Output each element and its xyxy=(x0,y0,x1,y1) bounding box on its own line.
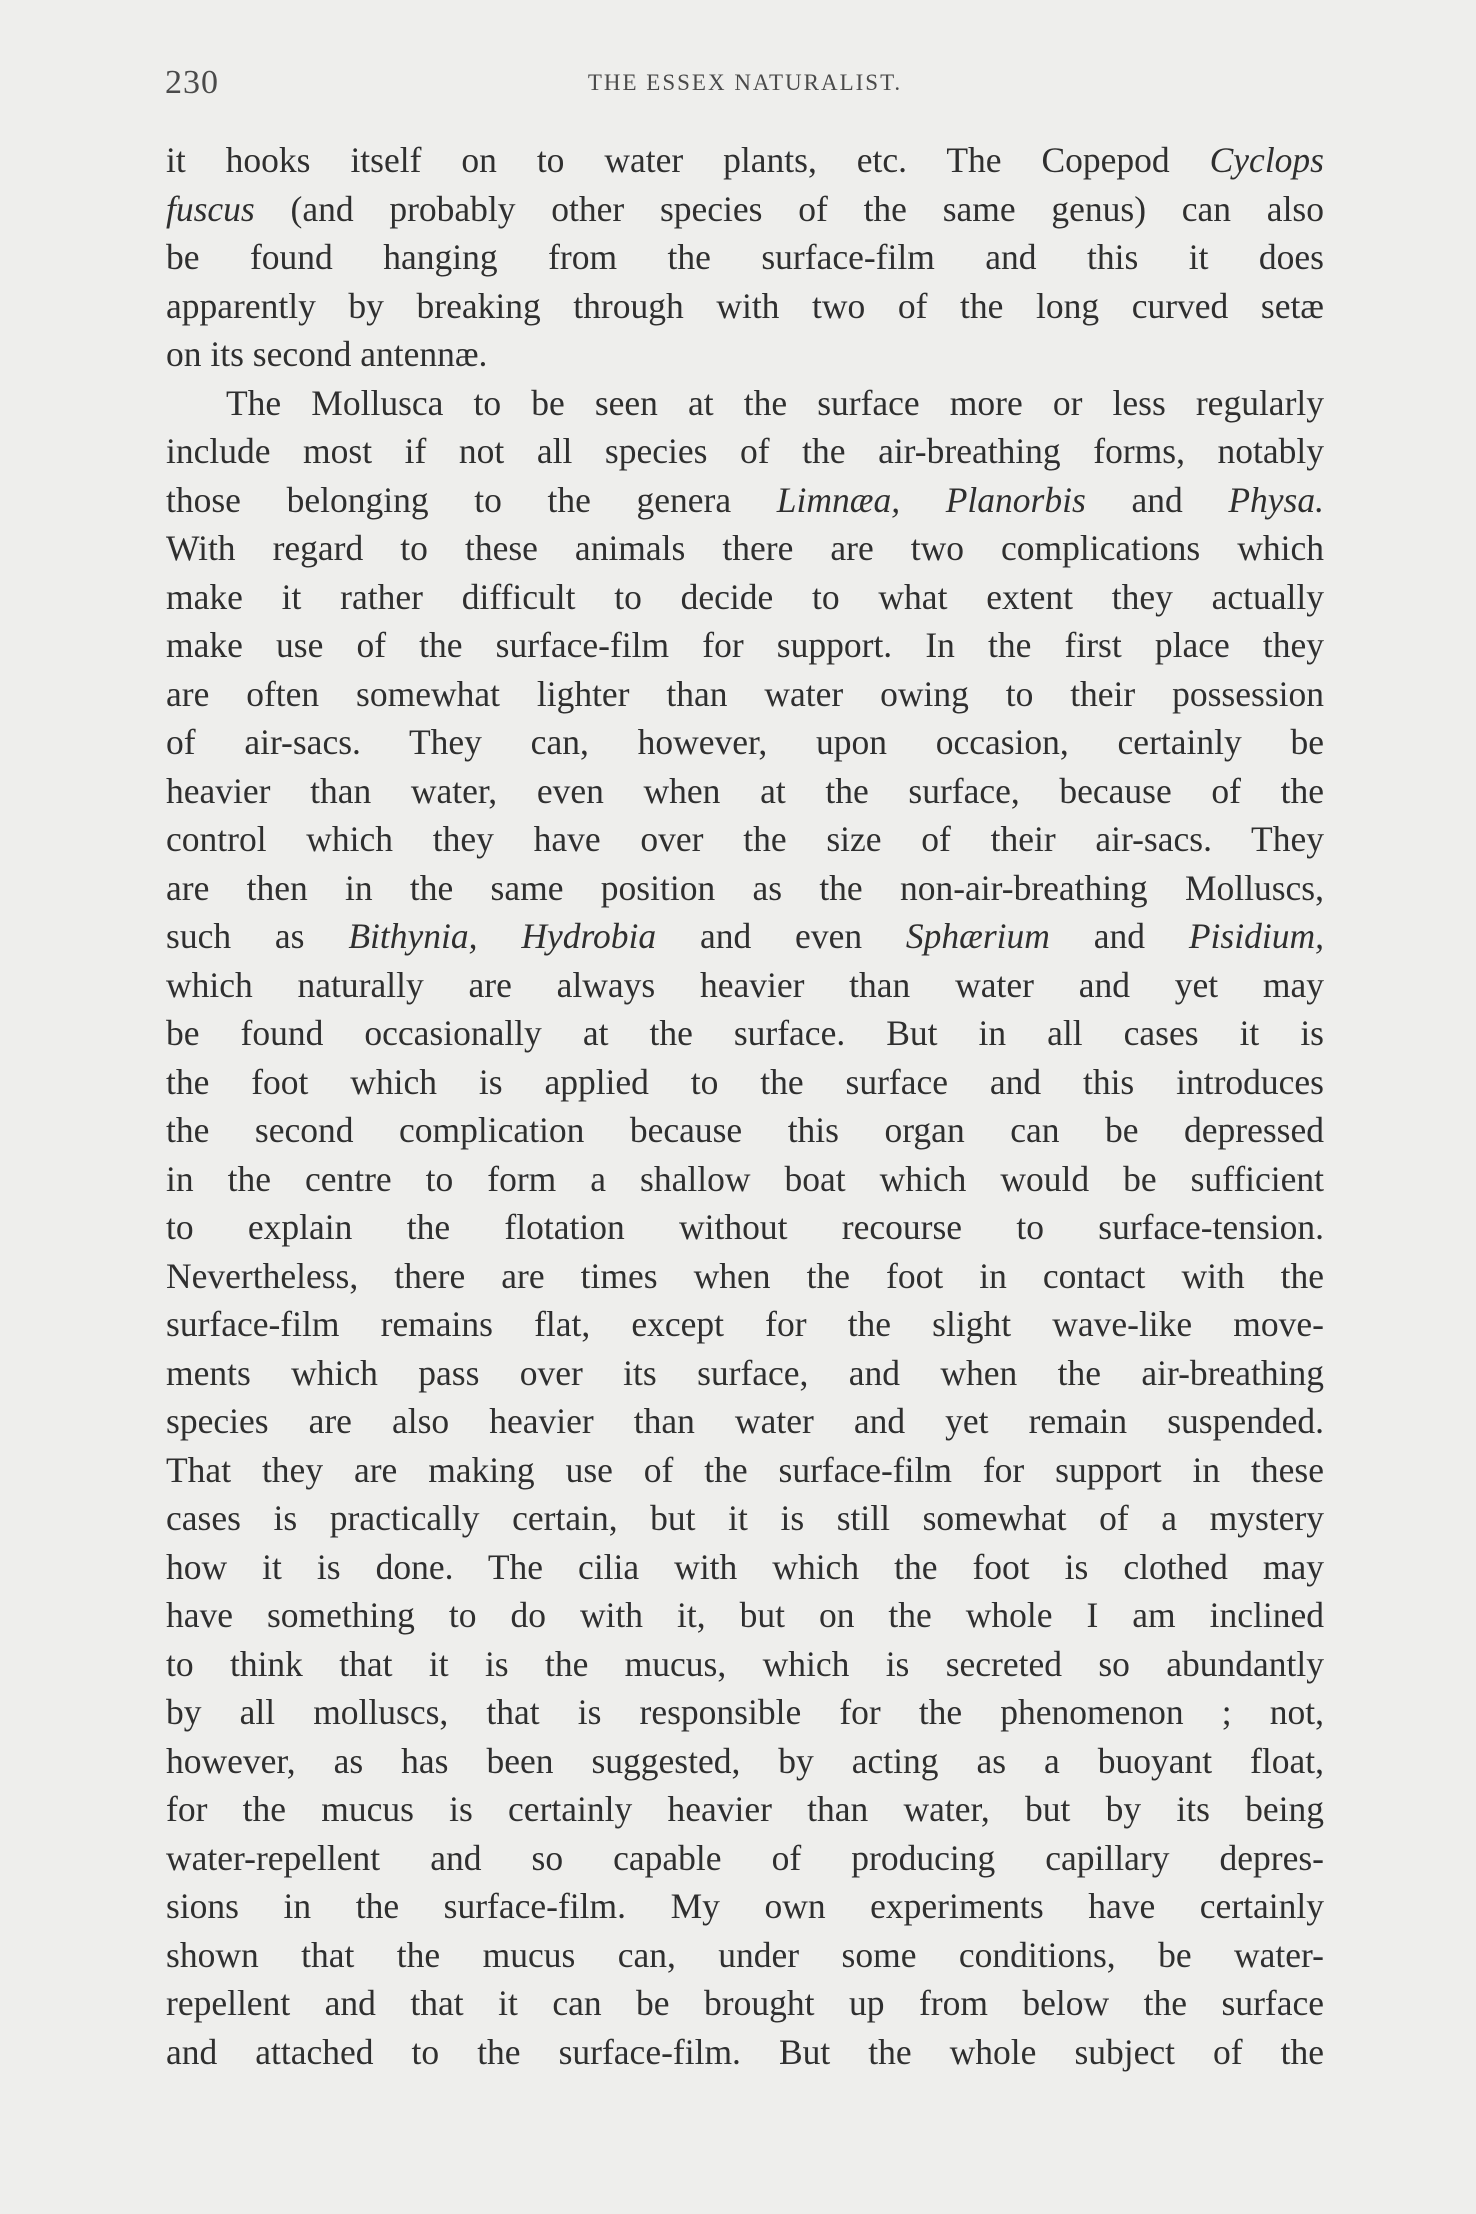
text-span: such as xyxy=(166,916,349,956)
text-line: how it is done. The cilia with which the foot is clothed may xyxy=(166,1546,1324,1587)
text-line xyxy=(166,476,1324,525)
text-span: and xyxy=(1049,916,1189,956)
text-line: by all molluscs, that is responsible for the phenomenon ; not, xyxy=(166,1692,1324,1732)
text-span: (and probably other species of the same genus) can also xyxy=(254,188,1324,229)
journal-title: THE ESSEX NATURALIST. xyxy=(587,70,903,95)
text-line: have something to do with it, but on the whole I am inclined xyxy=(166,1595,1324,1635)
body-text xyxy=(166,136,1324,2076)
text-line: are then in the same position as the non-air-breathing Molluscs, xyxy=(166,867,1324,908)
text-line: of air-sacs. They can, however, upon occasion, certainly be xyxy=(166,722,1324,762)
text-line: to think that it is the mucus, which is secreted so abundantly xyxy=(166,1643,1324,1684)
taxon-name: fuscus xyxy=(166,188,255,229)
text-line: Nevertheless, there are times when the foot in contact with the xyxy=(166,1255,1324,1296)
text-line: be found occasionally at the surface. But in all cases it is xyxy=(166,1013,1324,1053)
text-line: are often somewhat lighter than water owing to their possession xyxy=(166,673,1324,714)
text-line: make it rather difficult to decide to what extent they actually xyxy=(166,576,1324,617)
text-line xyxy=(166,185,1324,234)
text-line: surface-film remains flat, except for the slight wave-like move- xyxy=(166,1304,1324,1344)
text-line: apparently by breaking through with two of the long curved setæ xyxy=(166,285,1324,326)
text-line xyxy=(166,912,1324,961)
text-line: With regard to these animals there are two complications which xyxy=(166,528,1324,568)
text-line: shown that the mucus can, under some conditions, be water- xyxy=(166,1934,1324,1975)
text-span: it hooks itself on to water plants, etc. The Copepod xyxy=(166,140,1210,180)
taxon-name: Cyclops xyxy=(1209,140,1324,180)
taxon-name: Pisidium, xyxy=(1188,916,1324,956)
text-line: include most if not all species of the air-breathing forms, notably xyxy=(166,431,1324,471)
text-line: repellent and that it can be brought up from below the surface xyxy=(166,1983,1324,2023)
text-line: ments which pass over its surface, and when the air-breathing xyxy=(166,1352,1324,1393)
text-line: water-repellent and so capable of producing capillary depres- xyxy=(166,1837,1324,1878)
running-head xyxy=(165,64,1325,104)
text-line: species are also heavier than water and yet remain suspended. xyxy=(166,1401,1324,1441)
text-line: cases is practically certain, but it is still somewhat of a mystery xyxy=(166,1498,1324,1538)
paragraph-first-line: The Mollusca to be seen at the surface more or less regularly xyxy=(226,382,1324,423)
text-line: which naturally are always heavier than water and yet may xyxy=(166,964,1324,1005)
text-line: That they are making use of the surface-film for support in these xyxy=(166,1449,1324,1490)
text-line: the foot which is applied to the surface and this introduces xyxy=(166,1061,1324,1102)
taxon-name: Limnæa, Planorbis xyxy=(776,479,1086,520)
taxon-name: Bithynia, Hydrobia xyxy=(348,916,657,956)
text-line: the second complication because this organ can be depressed xyxy=(166,1110,1324,1150)
text-line: and attached to the surface-film. But the whole subject of the xyxy=(166,2031,1324,2072)
taxon-name: Sphærium xyxy=(905,916,1050,956)
text-line: on its second antennæ. xyxy=(166,334,488,374)
text-line xyxy=(166,136,1324,185)
text-span: those belonging to the genera xyxy=(166,479,777,520)
text-line: sions in the surface-film. My own experiments have certainly xyxy=(166,1886,1324,1926)
taxon-name: Physa. xyxy=(1228,479,1324,520)
text-line: for the mucus is certainly heavier than water, but by its being xyxy=(166,1789,1324,1829)
page-number: 230 xyxy=(165,64,219,101)
text-line: be found hanging from the surface-film and this it does xyxy=(166,237,1324,277)
text-line: to explain the flotation without recourse to surface-tension. xyxy=(166,1207,1324,1247)
text-line: in the centre to form a shallow boat which would be sufficient xyxy=(166,1158,1324,1199)
text-line: control which they have over the size of their air-sacs. They xyxy=(166,819,1324,859)
text-span: and even xyxy=(656,916,906,956)
text-line: make use of the surface-film for support. In the first place they xyxy=(166,625,1324,665)
text-line: heavier than water, even when at the surface, because of the xyxy=(166,770,1324,811)
text-line: however, as has been suggested, by acting as a buoyant float, xyxy=(166,1740,1324,1781)
text-span: and xyxy=(1085,479,1229,520)
